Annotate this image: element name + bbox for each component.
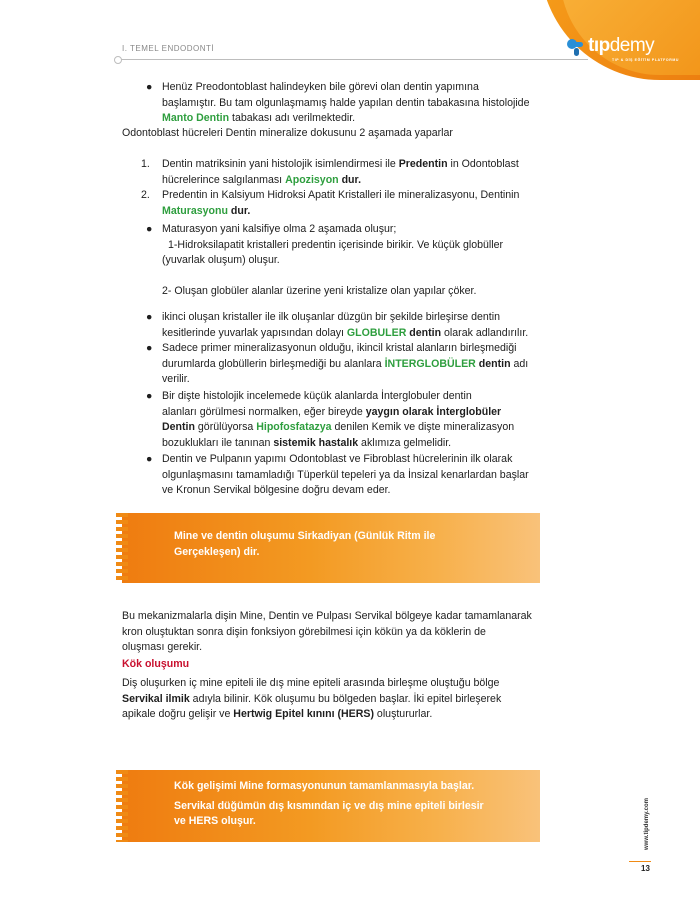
text-span: apikale doğru gelişir ve [122,708,234,720]
text-line: ve HERS oluşur. [174,815,256,827]
highlight-text [174,529,514,560]
text-span: görülüyorsa [194,421,257,433]
bullet-dot: ● [146,453,153,465]
term-servikal-ilmik: Servikal ilmik [122,692,190,705]
text-line [162,357,540,373]
text-span: durumlarda globüllerin birleşmediği bu alanlara [162,357,385,370]
text-span: dentin [475,357,511,370]
text-span: oluştururlar. [373,708,433,720]
bullet-dot: ● [146,342,153,354]
bullet-pulpa [162,452,540,499]
bullet-hipofosfatazya [162,389,540,451]
text-line: başlamıştır. Bu tam olgunlaşmamış halde yapılan dentin tabakasına histolojide [162,96,530,109]
highlight-box-sirkadiyan [122,513,540,583]
highlight-box-kok-gelisimi [122,770,540,842]
text-line [162,405,540,421]
text-line: kron oluştuktan sonra dişin fonksiyon görebilmesi için kökün ya da köklerin de [122,625,486,638]
text-line: ve Kronun Servikal bölgesine doğru devam eder. [162,484,391,496]
website-url[interactable]: www.tipdemy.com [644,797,650,850]
text-span: tabakası adı verilmektedir. [229,112,356,124]
logo-mark-icon [566,38,586,58]
text-span: Dentin [162,421,195,433]
text-line [122,692,540,708]
text-line: Predentin in Kalsiyum Hidroksi Apatit Kristalleri ile mineralizasyonu, Dentinin [162,189,520,201]
text-span: adıyla bilinir. Kök oluşumu bu bölgeden başlar. İki epitel birleşerek [189,692,502,705]
header-divider [118,59,588,60]
header-divider-dot [114,56,122,64]
text-line: Gerçekleşen) dir. [174,545,260,558]
text-line: Kök gelişimi Mine formasyonunun tamamlanmasıyla başlar. [174,780,475,792]
term-predentin: Predentin [398,158,448,170]
text-line [162,111,540,127]
text-line: Servikal düğümün dış kısmından iç ve dış mine epiteli birlesir [174,799,484,812]
text-span: Dentin matriksinin yani histolojik isimlendirmesi ile [162,158,399,170]
text-line [162,173,540,189]
bullet-globuler [162,310,540,341]
text-line: Dentin ve Pulpanın yapımı Odontoblast ve Fibroblast hücrelerinin ilk olarak [162,453,513,465]
text-span: adı [510,357,529,370]
text-line [162,157,540,173]
text-line: Bu mekanizmalarla dişin Mine, Dentin ve Pulpası Servikal bölgeye kadar tamamlanarak [122,610,532,622]
text-span: dur. [227,204,251,217]
text-line: Mine ve dentin oluşumu Sirkadiyan (Günlük Ritm ile [174,530,436,542]
list-number: 2. [141,189,150,201]
brand-logo[interactable] [566,34,686,74]
bullet-dot: ● [146,81,153,93]
text-span: kesitlerinde yuvarlak yapısından dolayı [162,326,347,339]
text-line: (yuvarlak oluşum) oluşur. [162,254,280,266]
bullet-manto-dentin [162,80,540,127]
text-line [162,204,540,220]
text-line: 2- Oluşan globüler alanlar üzerine yeni kristalize olan yapılar çöker. [162,284,477,297]
text-line: ikinci oluşan kristaller ile ilk oluşanlar düzgün bir şekilde birleşirse dentin [162,311,500,323]
text-line: Maturasyon yani kalsifiye olma 2 aşamada oluşur; [162,223,397,235]
term-manto-dentin: Manto Dentin [162,112,230,124]
text-line [162,420,540,436]
term-globuler: GLOBULER [346,326,407,339]
text-span: dentin [406,326,442,339]
text-span: denilen Kemik ve dişte mineralizasyon [331,421,515,433]
bullet-dot: ● [146,311,153,323]
text-line [162,436,540,452]
bullet-maturasyon [162,222,540,299]
text-line: verilir. [162,373,190,385]
page-number: 13 [641,864,650,873]
page-number-divider [629,861,651,862]
subheading-kok-olusumu: Kök oluşumu [122,658,190,670]
text-span: aklımıza gelmelidir. [358,436,452,449]
text-line: olgunlaşmasını tamamladığı Tüperkül tepeleri ya da İnsizal kenarlardan başlar [162,468,529,481]
paragraph-servikal-ilmik [122,676,540,723]
bullet-dot: ● [146,223,153,235]
list-number: 1. [141,158,150,170]
text-span: in Odontoblast [447,158,519,170]
bullet-interglobuler [162,341,540,388]
text-span: alanları görülmesi normalken, eğer bireyde [162,405,366,418]
text-span: sistemik hastalık [273,436,359,449]
section-title: I. TEMEL ENDODONTİ [122,44,215,53]
text-span: hücrelerince salgılanması [162,173,286,186]
intro-line: Odontoblast hücreleri Dentin mineralize dokusunu 2 aşamada yaparlar [122,127,453,139]
bullet-dot: ● [146,390,153,402]
term-hers: Hertwig Epitel kınını (HERS) [233,708,374,720]
numbered-item-1 [162,157,540,188]
paragraph-kok-intro [122,609,540,656]
text-line [162,326,540,342]
text-line: 1-Hidroksilapatit kristalleri predentin içerisinde birikir. Ve küçük globüller [168,238,504,251]
brand-name: tıpdemy [588,35,655,56]
numbered-item-2 [162,188,540,219]
term-maturasyonu: Maturasyonu [162,204,228,217]
highlight-text [174,779,524,830]
text-line: Bir dişte histolojik incelemede küçük alanlarda İnterglobuler dentin [162,390,472,402]
brand-tagline: TIP & DİŞ EĞİTİM PLATFORMU [612,58,679,62]
text-line: oluşması gerekir. [122,641,203,653]
text-line [122,707,540,723]
text-span: olarak adlandırılır. [441,326,529,339]
text-line: Diş oluşurken iç mine epiteli ile dış mine epiteli arasında birleşme oluştuğu bölge [122,677,500,689]
term-interglobuler: İNTERGLOBÜLER [384,357,476,370]
term-apozisyon: Apozisyon [285,173,339,186]
text-line: Henüz Preodontoblast halindeyken bile görevi olan dentin yapımına [162,81,479,93]
text-span: dur. [338,173,362,186]
text-span: yaygın olarak İnterglobüler [365,405,502,418]
term-hipofosfatazya: Hipofosfatazya [256,421,332,433]
text-line: Sadece primer mineralizasyonun olduğu, ikincil kristal alanların birleşmediği [162,342,517,354]
text-span: bozuklukları ile tanınan [162,436,274,449]
